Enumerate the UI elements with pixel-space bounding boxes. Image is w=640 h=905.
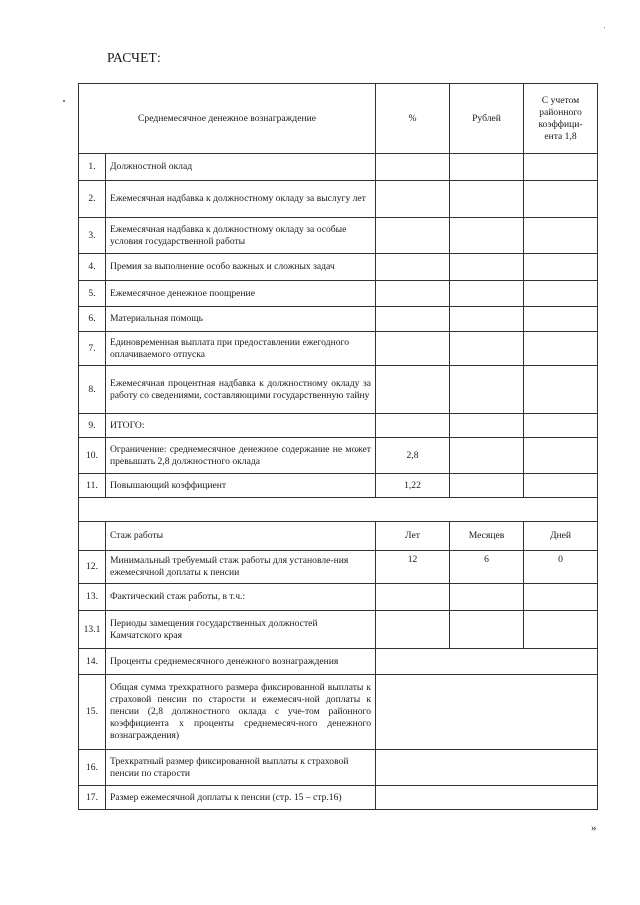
row-number: 11. [79, 474, 106, 498]
table-row [79, 438, 598, 474]
table-row [79, 474, 598, 498]
row-number: 5. [79, 281, 106, 307]
row-label: Повышающий коэффициент [106, 474, 376, 498]
row-label: Единовременная выплата при предоставлении ежегодного оплачиваемого отпуска [106, 332, 376, 366]
row-label: Ограничение: среднемесячное денежное содержание не может превышать 2,8 должностного оклада [106, 438, 376, 474]
row-label: Ежемесячная надбавка к должностному окладу за выслугу лет [106, 181, 376, 218]
table-row [79, 611, 598, 649]
row-regional-cell [524, 181, 598, 218]
header-years: Лет [376, 522, 450, 551]
row-number: 6. [79, 307, 106, 332]
years-cell [376, 584, 450, 611]
row-regional-cell [524, 154, 598, 181]
table-row [79, 675, 598, 750]
calculation-table [78, 83, 598, 810]
table-row [79, 551, 598, 584]
row-number: 4. [79, 254, 106, 281]
row-label: Материальная помощь [106, 307, 376, 332]
row-percent-cell [376, 181, 450, 218]
row-percent-cell [376, 332, 450, 366]
table-row [79, 786, 598, 810]
row-label: Периоды замещения государственных должностей Камчатского края [106, 611, 376, 649]
row-label: Премия за выполнение особо важных и сложных задач [106, 254, 376, 281]
row-number: 9. [79, 414, 106, 438]
row-label: ИТОГО: [106, 414, 376, 438]
row-label: Общая сумма трехкратного размера фиксированной выплаты к страховой пенсии по старости и ежемесяч-ной доплаты к пенсии (2,8 должностного оклада с уче-том районного коэффициента х проценты среднемесяч-ного денежного вознаграждения) [106, 675, 376, 750]
row-rubles-cell [450, 332, 524, 366]
months-value: 6 [450, 551, 524, 584]
row-percent-cell [376, 218, 450, 254]
merged-value-cell [376, 649, 598, 675]
row-label: Ежемесячная процентная надбавка к должностному окладу за работу со сведениями, составляющими государственную тайну [106, 366, 376, 414]
row-number: 13. [79, 584, 106, 611]
row-regional-cell [524, 281, 598, 307]
row-rubles-cell [450, 474, 524, 498]
header-regional-line: коэффици- [538, 118, 583, 130]
header-percent: % [376, 84, 450, 154]
row-label: Ежемесячная надбавка к должностному окладу за особые условия государственной работы [106, 218, 376, 254]
merged-value-cell [376, 786, 598, 810]
spacer-row [79, 498, 598, 522]
continuation-mark: » [591, 822, 597, 834]
table-row [79, 181, 598, 218]
row-rubles-cell [450, 366, 524, 414]
row-number: 7. [79, 332, 106, 366]
row-regional-cell [524, 438, 598, 474]
row-percent-cell [376, 281, 450, 307]
row-rubles-cell [450, 154, 524, 181]
row-regional-cell [524, 366, 598, 414]
row-number: 8. [79, 366, 106, 414]
row-regional-cell [524, 307, 598, 332]
table-row [79, 307, 598, 332]
row-label: Минимальный требуемый стаж работы для установле-ния ежемесячной доплаты к пенсии [106, 551, 376, 584]
empty-number-cell [79, 522, 106, 551]
row-percent-cell: 2,8 [376, 438, 450, 474]
seniority-header-row [79, 522, 598, 551]
row-rubles-cell [450, 281, 524, 307]
row-number: 17. [79, 786, 106, 810]
row-label: Размер ежемесячной доплаты к пенсии (стр. 15 – стр.16) [106, 786, 376, 810]
header-months: Месяцев [450, 522, 524, 551]
row-number: 13.1 [79, 611, 106, 649]
months-cell [450, 584, 524, 611]
row-label: Проценты среднемесячного денежного вознаграждения [106, 649, 376, 675]
row-rubles-cell [450, 414, 524, 438]
months-cell [450, 611, 524, 649]
row-regional-cell [524, 414, 598, 438]
years-value: 12 [376, 551, 450, 584]
row-label: Ежемесячное денежное поощрение [106, 281, 376, 307]
row-number: 3. [79, 218, 106, 254]
header-regional-line: районного [539, 106, 582, 118]
row-percent-cell [376, 366, 450, 414]
row-label: Должностной оклад [106, 154, 376, 181]
row-label: Фактический стаж работы, в т.ч.: [106, 584, 376, 611]
days-value: 0 [524, 551, 598, 584]
table-row [79, 366, 598, 414]
row-number: 2. [79, 181, 106, 218]
row-rubles-cell [450, 254, 524, 281]
row-regional-cell [524, 474, 598, 498]
row-rubles-cell [450, 438, 524, 474]
row-percent-cell [376, 307, 450, 332]
header-regional-line: ента 1,8 [544, 130, 577, 142]
table-row [79, 414, 598, 438]
header-row [79, 84, 598, 154]
row-label: Трехкратный размер фиксированной выплаты к страховой пенсии по старости [106, 750, 376, 786]
header-days: Дней [524, 522, 598, 551]
row-number: 12. [79, 551, 106, 584]
merged-value-cell [376, 750, 598, 786]
row-number: 16. [79, 750, 106, 786]
row-number: 10. [79, 438, 106, 474]
merged-value-cell [376, 675, 598, 750]
header-title: Среднемесячное денежное вознаграждение [79, 84, 376, 154]
scan-speck [604, 27, 605, 28]
header-regional [524, 84, 598, 154]
row-percent-cell [376, 154, 450, 181]
row-rubles-cell [450, 181, 524, 218]
row-regional-cell [524, 332, 598, 366]
header-rubles: Рублей [450, 84, 524, 154]
days-cell [524, 584, 598, 611]
row-rubles-cell [450, 218, 524, 254]
scan-speck [63, 100, 65, 102]
days-cell [524, 611, 598, 649]
table-row [79, 254, 598, 281]
table-row [79, 750, 598, 786]
row-regional-cell [524, 254, 598, 281]
row-regional-cell [524, 218, 598, 254]
header-regional-line: С учетом [541, 94, 580, 106]
table-row [79, 332, 598, 366]
row-percent-cell [376, 254, 450, 281]
spacer-cell [79, 498, 598, 522]
seniority-title: Стаж работы [106, 522, 376, 551]
row-rubles-cell [450, 307, 524, 332]
table-row [79, 154, 598, 181]
years-cell [376, 611, 450, 649]
page-heading: РАСЧЕТ: [107, 50, 161, 65]
row-percent-cell: 1,22 [376, 474, 450, 498]
row-number: 14. [79, 649, 106, 675]
row-percent-cell [376, 414, 450, 438]
row-number: 15. [79, 675, 106, 750]
table-row [79, 584, 598, 611]
table-row [79, 649, 598, 675]
row-number: 1. [79, 154, 106, 181]
table-row [79, 218, 598, 254]
table-row [79, 281, 598, 307]
